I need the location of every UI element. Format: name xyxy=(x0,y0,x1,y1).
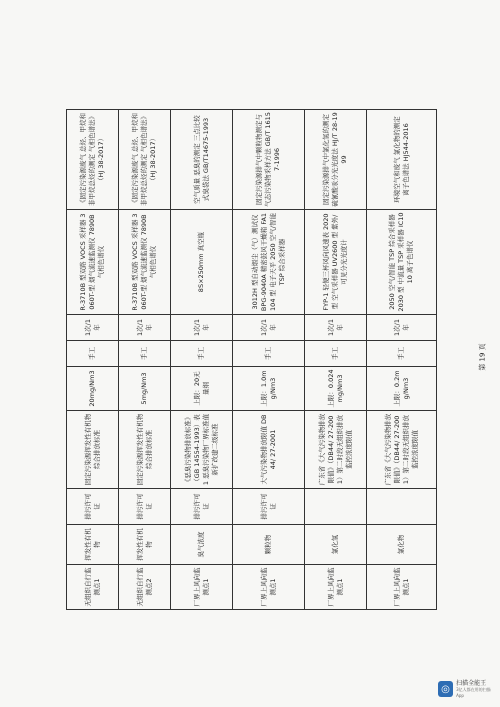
cell-mode: 手工 xyxy=(67,341,119,367)
cell-limit: 5mg/Nm3 xyxy=(119,367,171,411)
cell-limit: 上限：1.0mg/Nm3 xyxy=(233,367,305,411)
cell-item: 挥发性有机物 xyxy=(119,525,171,565)
cell-freq: 1次/1年 xyxy=(305,315,367,341)
cell-freq: 1次/1年 xyxy=(67,315,119,341)
cell-basis: 排污许可证 xyxy=(119,489,171,525)
cell-standard: 广东省《大气污染物排放限值》（DB44/ 27-2001）第二时段无组织排放监控浓度限值 xyxy=(305,411,367,489)
cell-instrument: 2050 空气/智能 TSP 综合采样器 2030 型 中流量 TSP 采样器 IC1010 离子色谱仪 xyxy=(367,210,437,315)
cell-item: 臭气浓度 xyxy=(171,525,233,565)
cell-method: 《固定污染源废气 总烃、甲烷和非甲烷总烃的测定 气相色谱法》（HJ 38-2017） xyxy=(119,110,171,210)
cell-instrument: FYP-1 轻便三杯风向风速表 2020 型 空气采样器 UV2600 型 紫外/可见分光光度计 xyxy=(305,210,367,315)
cell-basis xyxy=(305,489,367,525)
cell-standard: 广东省《大气污染物排放限值》（DB44/ 27-2001）第二时段无组织排放监控浓度限值 xyxy=(367,411,437,489)
cell-method: 环境空气和废气 氯化物的测定 离子色谱法 HJ544-2016 xyxy=(367,110,437,210)
rotated-table-wrapper xyxy=(66,110,436,610)
table-row xyxy=(367,110,437,610)
scanner-logo-icon: ◎ xyxy=(438,681,453,697)
cell-point: 厂界上风向监测点1 xyxy=(233,565,305,610)
cell-mode: 手工 xyxy=(119,341,171,367)
cell-instrument: R-3710B 型双路 VOCS 采样器 3060T-型 烟气流速监测仪 7890B 气相色谱仪 xyxy=(119,210,171,315)
cell-point: 厂界上风向监测点1 xyxy=(305,565,367,610)
cell-basis: 排污许可证 xyxy=(171,489,233,525)
cell-point: 无组织自行监测点2 xyxy=(119,565,171,610)
cell-limit: 上限：0.2mg/Nm3 xyxy=(367,367,437,411)
cell-item: 氯化氢 xyxy=(305,525,367,565)
scanner-tagline: 3亿人都在用的扫描App xyxy=(456,687,491,698)
page-number: 第 19 页 xyxy=(478,343,487,371)
cell-method: 固定污染源排气中氯化氢的测定 硫氰酸汞分光光度法 HJ/T 28-1999 xyxy=(305,110,367,210)
cell-freq: 1次/1年 xyxy=(233,315,305,341)
cell-item: 氯化物 xyxy=(367,525,437,565)
table-row xyxy=(119,110,171,610)
cell-method: 固定污染源排气中颗粒物测定与气态污染物采样方法 GB/T 16157-1996 xyxy=(233,110,305,210)
cell-basis: 排污许可证 xyxy=(67,489,119,525)
cell-limit: 上限：20无量纲 xyxy=(171,367,233,411)
cell-standard: 大气污染物排放限值 DB44/ 27-2001 xyxy=(233,411,305,489)
cell-standard: 固定污染源挥发性有机物综合排放标准 xyxy=(119,411,171,489)
cell-mode: 手工 xyxy=(305,341,367,367)
cell-instrument: 8S×250mm 真空瓶 xyxy=(171,210,233,315)
cell-freq: 1次/1年 xyxy=(119,315,171,341)
cell-instrument: R-3710B 型双路 VOCS 采样器 3060T-型 烟气流速监测仪 7890B 气相色谱仪 xyxy=(67,210,119,315)
cell-mode: 手工 xyxy=(171,341,233,367)
cell-point: 厂界上风向监测点1 xyxy=(171,565,233,610)
cell-point: 无组织自行监测点1 xyxy=(67,565,119,610)
scanner-watermark xyxy=(438,680,496,698)
cell-mode: 手工 xyxy=(233,341,305,367)
cell-basis xyxy=(367,489,437,525)
cell-limit: 上限：0.024mg/Nm3 xyxy=(305,367,367,411)
table-row xyxy=(233,110,305,610)
cell-freq: 1次/1年 xyxy=(367,315,437,341)
cell-instrument: 3012H 型自动烟尘（气）测试仪 BPG-9040A 精密鼓风干燥箱 FA1104 型 电子天平 2050 空气/智能 TSP 综合采样器 xyxy=(233,210,305,315)
cell-method: 《固定污染源废气 总烃、甲烷和非甲烷总烃的测定 气相色谱法》（HJ 38-2017） xyxy=(67,110,119,210)
table-row xyxy=(67,110,119,610)
cell-point: 厂界上风向监测点1 xyxy=(367,565,437,610)
cell-standard: 《恶臭污染物排放标准》（GB 14554-1993）表 1 恶臭污染物厂界标准值新扩改建二级标准 xyxy=(171,411,233,489)
monitoring-table xyxy=(66,109,437,610)
cell-method: 空气质量 恶臭的测定 三点比较式臭袋法 GB/T14675-1993 xyxy=(171,110,233,210)
scanner-name: 扫描全能王 xyxy=(456,680,487,687)
cell-freq: 1次/1年 xyxy=(171,315,233,341)
cell-mode: 手工 xyxy=(367,341,437,367)
table-row xyxy=(171,110,233,610)
cell-item: 挥发性有机物 xyxy=(67,525,119,565)
table-row xyxy=(305,110,367,610)
cell-basis: 排污许可证 xyxy=(233,489,305,525)
cell-standard: 固定污染源挥发性有机物综合排放标准 xyxy=(67,411,119,489)
cell-item: 颗粒物 xyxy=(233,525,305,565)
cell-limit: 20mg/Nm3 xyxy=(67,367,119,411)
